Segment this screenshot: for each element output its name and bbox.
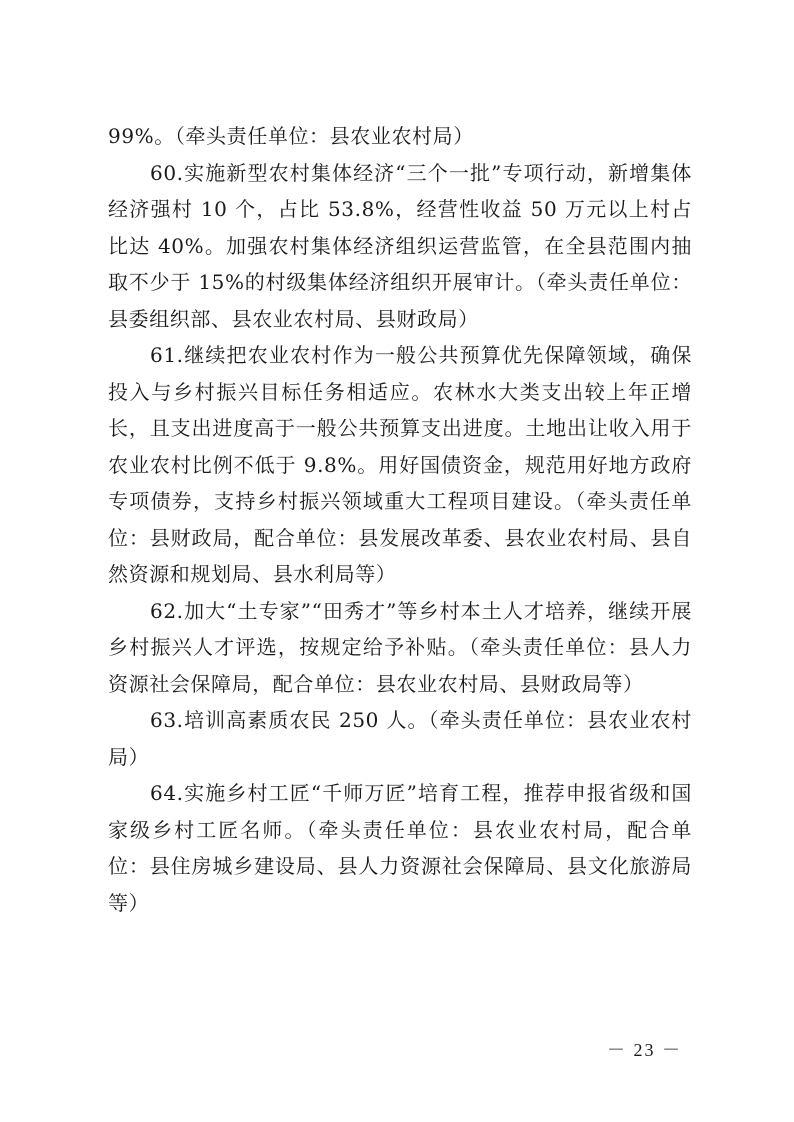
paragraph-text: 99%。	[108, 124, 175, 148]
responsibility-note: （牵头责任单位：县农业农村局，配合单位：县住房城乡建设局、县人力资源社会保障局、县文化旅游局等）	[108, 817, 692, 915]
paragraph-item-63	[108, 702, 692, 775]
paragraph-text: 60.实施新型农村集体经济“三个一批”专项行动，新增集体经济强村 10 个，占比 53.8%，经营性收益 50 万元以上村占比达 40%。加强农村集体经济组织运营监管，在全县范围内抽取不少于 15%的村级集体经济组织开展审计。	[108, 160, 692, 294]
document-body	[108, 118, 692, 921]
paragraph-item-60	[108, 155, 692, 338]
paragraph-text: 61.继续把农业农村作为一般公共预算优先保障领域，确保投入与乡村振兴目标任务相适应。农林水大类支出较上年正增长，且支出进度高于一般公共预算支出进度。土地出让收入用于农业农村比例不低于 9.8%。用好国债资金，规范用好地方政府专项债券，支持乡村振兴领域重大工程项目建设。	[108, 343, 692, 513]
responsibility-note: （牵头责任单位：县农业农村局）	[174, 124, 474, 148]
page-number: － 23 －	[607, 1040, 682, 1060]
paragraph-item-64	[108, 775, 692, 921]
responsibility-note: （牵头责任单位：县委组织部、县农业农村局、县财政局）	[108, 270, 692, 331]
responsibility-note: （牵头责任单位：县财政局，配合单位：县发展改革委、县农业农村局、县自然资源和规划局、县水利局等）	[108, 489, 693, 586]
responsibility-note: （牵头责任单位：县农业农村局）	[108, 708, 692, 769]
paragraph-item-61	[108, 337, 692, 593]
paragraph-text: 64.实施乡村工匠“千师万匠”培育工程，推荐申报省级和国家级乡村工匠名师。	[108, 781, 692, 842]
paragraph-text: 62.加大“土专家”“田秀才”等乡村本土人才培养，继续开展乡村振兴人才评选，按规定给予补贴。	[108, 598, 692, 659]
responsibility-note: （牵头责任单位：县人力资源社会保障局，配合单位：县农业农村局、县财政局等）	[108, 635, 692, 696]
paragraph-item-62	[108, 593, 692, 703]
paragraph-text: 63.培训高素质农民 250 人。	[150, 708, 429, 732]
paragraph-continuation	[108, 118, 692, 155]
